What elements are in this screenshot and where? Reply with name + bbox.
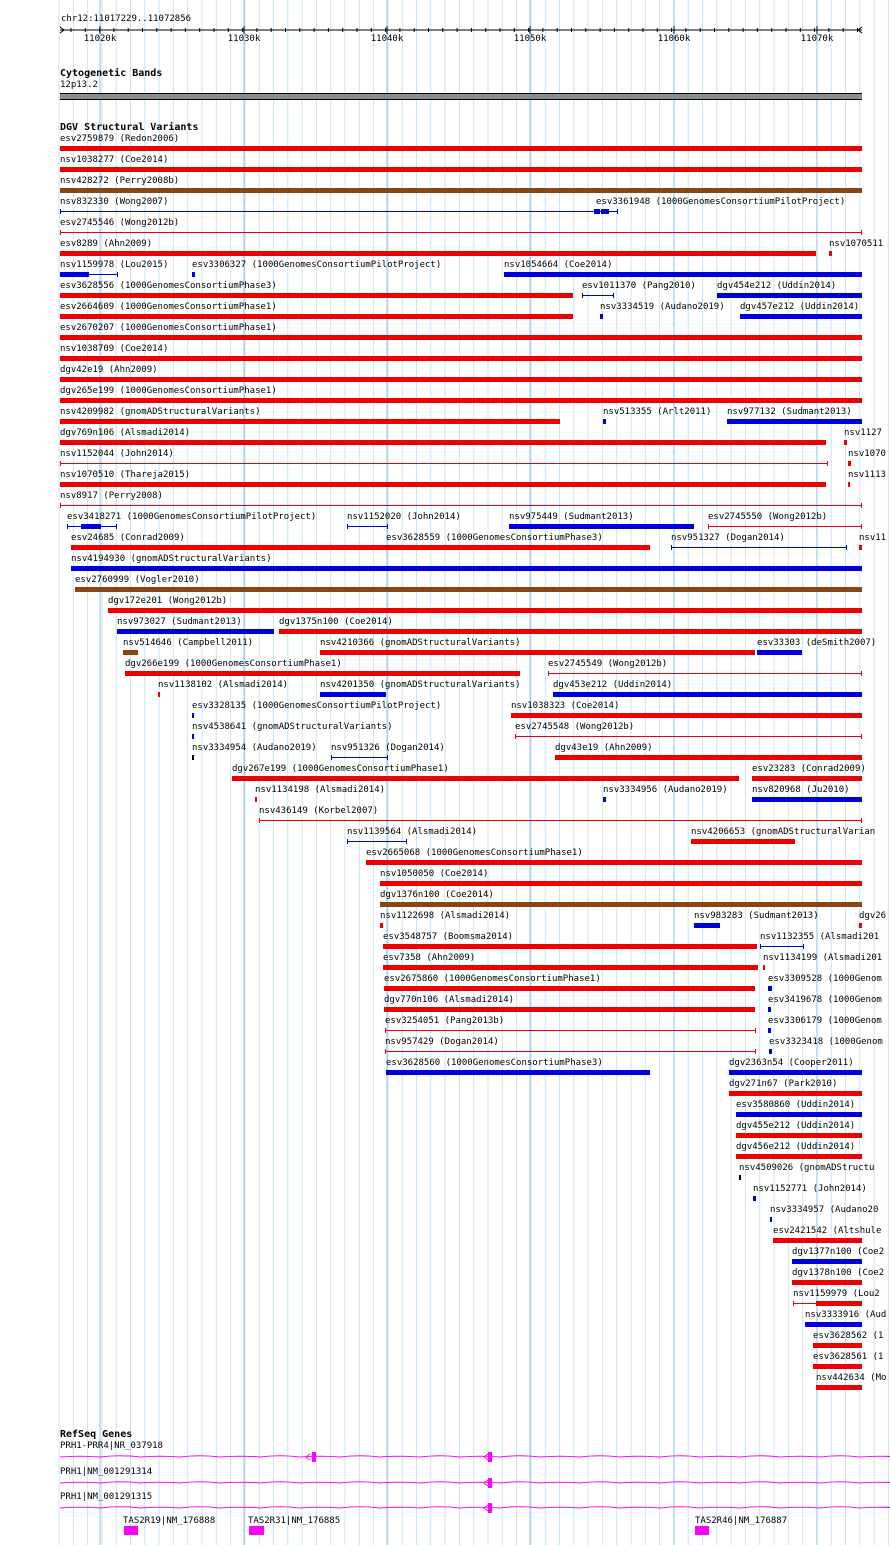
exon-block — [488, 1503, 492, 1513]
variant-label[interactable]: nsv1054664 (Coe2014) — [504, 260, 613, 270]
variant-label[interactable]: nsv975449 (Sudmant2013) — [509, 512, 634, 522]
variant-label[interactable]: nsv1134198 (Alsmadi2014) — [255, 785, 386, 795]
variant-label[interactable]: esv2745546 (Wong2012b) — [60, 218, 180, 228]
variant-label[interactable]: nsv3334519 (Audano2019) — [600, 302, 725, 312]
variant-label[interactable]: nsv1050050 (Coe2014) — [380, 869, 489, 879]
variant-label[interactable]: esv2745550 (Wong2012b) — [708, 512, 828, 522]
variant-label[interactable]: nsv4509026 (gnomADStructu — [739, 1163, 875, 1173]
variant-label[interactable]: dgv769n106 (Alsmadi2014) — [60, 428, 191, 438]
variant-label[interactable]: nsv514646 (Campbell2011) — [123, 638, 254, 648]
variant-label[interactable]: esv7358 (Ahn2009) — [383, 953, 476, 963]
variant-label[interactable]: esv3548757 (Boomsma2014) — [383, 932, 514, 942]
variant-label[interactable]: nsv4210366 (gnomADStructuralVariants) — [320, 638, 521, 648]
variant-label[interactable]: esv2665068 (1000GenomesConsortiumPhase1) — [366, 848, 583, 858]
variant-label[interactable]: nsv3334954 (Audano2019) — [192, 743, 317, 753]
strand-arrow-icon — [484, 1505, 488, 1511]
variant-label[interactable]: dgv26 — [859, 911, 887, 921]
variant-label[interactable]: dgv266e199 (1000GenomesConsortiumPhase1) — [125, 659, 342, 669]
variant-label[interactable]: nsv1138102 (Alsmadi2014) — [158, 680, 289, 690]
variant-label[interactable]: dgv1375n100 (Coe2014) — [279, 617, 393, 627]
variant-label[interactable]: esv8289 (Ahn2009) — [60, 239, 153, 249]
variant-label[interactable]: esv2759879 (Redon2006) — [60, 134, 180, 144]
transcript-intron-line[interactable] — [0, 1498, 890, 1518]
gene-exon-block[interactable] — [124, 1526, 138, 1535]
variant-label[interactable]: dgv457e212 (Uddin2014) — [740, 302, 860, 312]
variant-label[interactable]: nsv832330 (Wong2007) — [60, 197, 169, 207]
exon-block — [312, 1452, 316, 1462]
variant-label[interactable]: dgv454e212 (Uddin2014) — [717, 281, 837, 291]
variant-label[interactable]: dgv172e201 (Wong2012b) — [108, 596, 228, 606]
gene-label[interactable]: TAS2R19|NM_176888 — [123, 1516, 216, 1526]
ruler-tick-label: 11070k — [800, 34, 834, 44]
variant-label[interactable]: nsv977132 (Sudmant2013) — [727, 407, 852, 417]
variant-label[interactable]: esv2664609 (1000GenomesConsortiumPhase1) — [60, 302, 277, 312]
variant-label[interactable]: dgv455e212 (Uddin2014) — [736, 1121, 856, 1131]
variant-label[interactable]: dgv1378n100 (Coe2 — [792, 1268, 885, 1278]
ruler-tick-label: 11030k — [227, 34, 261, 44]
variant-label[interactable]: nsv1159978 (Lou2015) — [60, 260, 169, 270]
variant-label[interactable]: esv3254051 (Pang2013b) — [385, 1016, 505, 1026]
variant-label[interactable]: nsv1152020 (John2014) — [347, 512, 461, 522]
variant-label[interactable]: nsv8917 (Perry2008) — [60, 491, 163, 501]
variant-label[interactable]: nsv1127 — [844, 428, 882, 438]
variant-label[interactable]: esv24685 (Conrad2009) — [71, 533, 185, 543]
variant-label[interactable]: nsv4206653 (gnomADStructuralVarian — [691, 827, 876, 837]
variant-label[interactable]: esv23283 (Conrad2009) — [752, 764, 866, 774]
variant-label[interactable]: esv2760999 (Vogler2010) — [75, 575, 200, 585]
variant-label[interactable]: nsv428272 (Perry2008b) — [60, 176, 180, 186]
variant-label[interactable]: esv3309528 (1000Genom — [768, 974, 882, 984]
dgv-track-title: DGV Structural Variants — [60, 122, 199, 133]
variant-label[interactable]: nsv1070 — [848, 449, 886, 459]
variant-label[interactable]: esv2675860 (1000GenomesConsortiumPhase1) — [384, 974, 601, 984]
variant-label[interactable]: nsv1070511 — [829, 239, 884, 249]
cytoband-label: 12p13.2 — [60, 80, 98, 90]
variant-label[interactable]: nsv1139564 (Alsmadi2014) — [347, 827, 478, 837]
gene-exon-block[interactable] — [695, 1526, 709, 1535]
variant-label[interactable]: nsv973027 (Sudmant2013) — [117, 617, 242, 627]
variant-label[interactable]: dgv1376n100 (Coe2014) — [380, 890, 494, 900]
variant-label[interactable]: dgv271n67 (Park2010) — [729, 1079, 838, 1089]
exon-block — [488, 1478, 492, 1488]
variant-label[interactable]: nsv957429 (Dogan2014) — [385, 1037, 499, 1047]
variant-label[interactable]: nsv951326 (Dogan2014) — [331, 743, 445, 753]
variant-label[interactable]: esv1011370 (Pang2010) — [582, 281, 696, 291]
variant-label[interactable]: esv3418271 (1000GenomesConsortiumPilotProject) — [67, 512, 317, 522]
variant-label[interactable]: nsv11 — [859, 533, 887, 543]
ruler-tick-label: 11060k — [657, 34, 691, 44]
variant-label[interactable]: esv3328135 (1000GenomesConsortiumPilotProject) — [192, 701, 442, 711]
variant-label[interactable]: dgv453e212 (Uddin2014) — [553, 680, 673, 690]
transcript-intron-line[interactable] — [0, 1447, 890, 1467]
variant-label[interactable]: dgv2363n54 (Cooper2011) — [729, 1058, 854, 1068]
variant-label[interactable]: esv3306179 (1000Genom — [768, 1016, 882, 1026]
variant-label[interactable]: esv2670207 (1000GenomesConsortiumPhase1) — [60, 323, 277, 333]
ruler-tick-label: 11040k — [370, 34, 404, 44]
variant-label[interactable]: esv2745548 (Wong2012b) — [515, 722, 635, 732]
gene-exon-block[interactable] — [249, 1526, 264, 1535]
variant-label[interactable]: nsv1038323 (Coe2014) — [511, 701, 620, 711]
variant-label[interactable]: nsv4194930 (gnomADStructuralVariants) — [71, 554, 272, 564]
variant-label[interactable]: nsv3334956 (Audano2019) — [603, 785, 728, 795]
gene-label[interactable]: PRH1|NM_001291314 — [60, 1467, 153, 1477]
variant-label[interactable]: nsv983283 (Sudmant2013) — [694, 911, 819, 921]
variant-label[interactable]: nsv1132355 (Alsmadi201 — [760, 932, 880, 942]
variant-label[interactable]: nsv4538641 (gnomADStructuralVariants) — [192, 722, 393, 732]
ruler-tick-label: 11020k — [83, 34, 117, 44]
variant-label[interactable]: esv3628561 (1 — [813, 1352, 884, 1362]
variant-label[interactable]: esv3580860 (Uddin2014) — [736, 1100, 856, 1110]
variant-label[interactable]: nsv820968 (Ju2010) — [752, 785, 850, 795]
variant-label[interactable]: esv2745549 (Wong2012b) — [548, 659, 668, 669]
variant-label[interactable]: esv3628562 (1 — [813, 1331, 884, 1341]
variant-label[interactable]: dgv43e19 (Ahn2009) — [555, 743, 653, 753]
variant-label[interactable]: dgv456e212 (Uddin2014) — [736, 1142, 856, 1152]
variant-label[interactable]: nsv1038709 (Coe2014) — [60, 344, 169, 354]
variant-label[interactable]: esv3323418 (1000Genom — [769, 1037, 883, 1047]
variant-label[interactable]: dgv42e19 (Ahn2009) — [60, 365, 158, 375]
variant-label[interactable]: nsv1152771 (John2014) — [753, 1184, 867, 1194]
variant-label[interactable]: esv33303 (deSmith2007) — [757, 638, 877, 648]
transcript-intron-line[interactable] — [0, 1473, 890, 1493]
exon-block — [488, 1452, 492, 1462]
variant-label[interactable]: nsv442634 (Mo — [816, 1373, 887, 1383]
cytoband-track-title: Cytogenetic Bands — [60, 68, 163, 79]
variant-label[interactable]: esv3419678 (1000Genom — [768, 995, 882, 1005]
strand-arrow-icon — [484, 1480, 488, 1486]
gene-label[interactable]: TAS2R46|NM_176887 — [695, 1516, 788, 1526]
variant-label[interactable]: nsv4209982 (gnomADStructuralVariants) — [60, 407, 261, 417]
variant-label[interactable]: dgv1377n100 (Coe2 — [792, 1247, 885, 1257]
variant-label[interactable]: esv3361948 (1000GenomesConsortiumPilotProject) — [596, 197, 846, 207]
refseq-track-title: RefSeq Genes — [60, 1429, 133, 1440]
variant-label[interactable]: dgv265e199 (1000GenomesConsortiumPhase1) — [60, 386, 277, 396]
gene-label[interactable]: TAS2R31|NM_176885 — [248, 1516, 341, 1526]
variant-label[interactable]: nsv1038277 (Coe2014) — [60, 155, 169, 165]
variant-label[interactable]: esv3306327 (1000GenomesConsortiumPilotProject) — [192, 260, 442, 270]
variant-label[interactable]: nsv1113 — [848, 470, 886, 480]
position-label: chr12:11017229..11072856 — [61, 14, 192, 24]
variant-label[interactable]: esv3628556 (1000GenomesConsortiumPhase3) — [60, 281, 277, 291]
variant-label[interactable]: nsv3333916 (Aud — [805, 1310, 887, 1320]
variant-label[interactable]: nsv1152044 (John2014) — [60, 449, 174, 459]
variant-label[interactable]: dgv770n106 (Alsmadi2014) — [384, 995, 515, 1005]
variant-label[interactable]: nsv513355 (Arlt2011) — [603, 407, 712, 417]
ruler-tick-label: 11050k — [513, 34, 547, 44]
variant-label[interactable]: nsv436149 (Korbel2007) — [259, 806, 379, 816]
variant-label[interactable]: esv2421542 (Altshule — [773, 1226, 882, 1236]
gene-label[interactable]: PRH1-PRR4|NR_037918 — [60, 1441, 163, 1451]
variant-label[interactable]: nsv1134199 (Alsmadi201 — [763, 953, 883, 963]
variant-label[interactable]: esv3628559 (1000GenomesConsortiumPhase3) — [386, 533, 603, 543]
strand-arrow-icon — [484, 1454, 488, 1460]
variant-label[interactable]: nsv3334957 (Audano20 — [770, 1205, 879, 1215]
variant-label[interactable]: nsv1122698 (Alsmadi2014) — [380, 911, 511, 921]
variant-label[interactable]: nsv4201350 (gnomADStructuralVariants) — [320, 680, 521, 690]
variant-label[interactable]: esv3628560 (1000GenomesConsortiumPhase3) — [386, 1058, 603, 1068]
variant-label[interactable]: nsv1070510 (Thareja2015) — [60, 470, 191, 480]
variant-label[interactable]: nsv1159979 (Lou2 — [793, 1289, 880, 1299]
variant-label[interactable]: dgv267e199 (1000GenomesConsortiumPhase1) — [232, 764, 449, 774]
variant-label[interactable]: nsv951327 (Dogan2014) — [671, 533, 785, 543]
gene-label[interactable]: PRH1|NM_001291315 — [60, 1492, 153, 1502]
